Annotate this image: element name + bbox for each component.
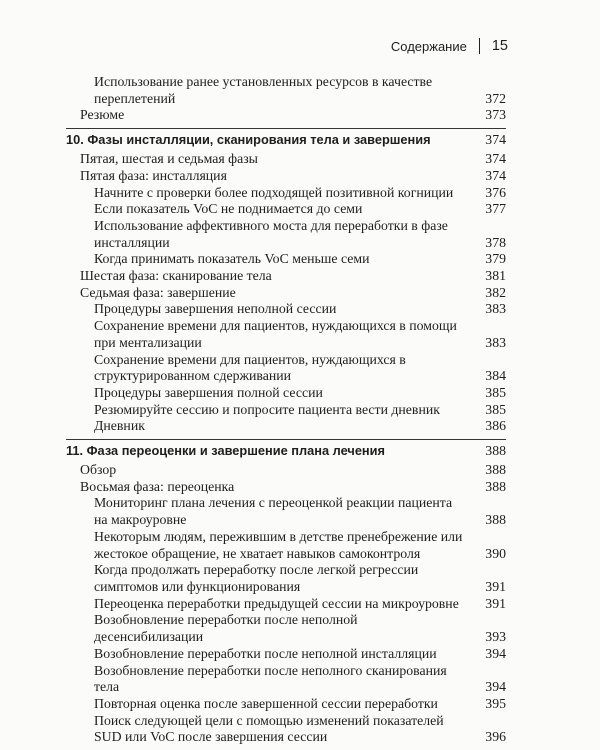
toc-entry-page: 388 (485, 462, 506, 478)
running-header (391, 38, 508, 54)
toc-entry-page: 388 (485, 443, 506, 459)
toc-entry-page: 377 (485, 201, 506, 217)
toc-entry (66, 318, 506, 351)
toc-entry-page: 384 (485, 368, 506, 384)
toc-entry (66, 285, 506, 302)
toc-entry (66, 562, 506, 595)
toc-entry-title: Резюме (80, 107, 125, 123)
toc-entry (66, 218, 506, 251)
toc-entry (66, 168, 506, 185)
page-number: 15 (491, 38, 508, 54)
header-divider (479, 38, 480, 54)
toc-entry-page: 383 (485, 334, 506, 350)
toc-entry-page: 396 (485, 729, 506, 745)
toc-entry (66, 402, 506, 419)
toc-entry (66, 462, 506, 479)
toc-entry-title: Сохранение времени для пациентов, нуждающихся в структурированном сдерживании (94, 351, 406, 384)
toc-entry-page: 378 (485, 234, 506, 250)
toc-entry-page: 386 (485, 418, 506, 434)
toc-entry-page: 385 (485, 384, 506, 400)
toc-entry (66, 107, 506, 124)
toc-entry-page: 379 (485, 251, 506, 267)
toc-entry-title: Шестая фаза: сканирование тела (80, 268, 272, 284)
table-of-contents (66, 74, 506, 746)
toc-entry (66, 201, 506, 218)
toc-entry-title: Использование аффективного моста для переработки в фазе инсталляции (94, 217, 448, 250)
toc-entry-title: Использование ранее установленных ресурсов в качестве переплетений (94, 74, 433, 106)
toc-entry-title: Процедуры завершения неполной сессии (94, 301, 337, 317)
toc-entry-title: Возобновление переработки после неполной инсталляции (94, 645, 437, 661)
toc-entry-title: Начните с проверки более подходящей позитивной когниции (94, 184, 454, 200)
toc-entry-title: 11. Фаза переоценки и завершение плана лечения (66, 443, 385, 459)
toc-entry-title: Переоценка переработки предыдущей сессии на микроуровне (94, 595, 459, 611)
toc-entry-page: 394 (485, 679, 506, 695)
toc-entry-title: Пятая фаза: инсталляция (80, 167, 227, 183)
toc-entry-page: 388 (485, 478, 506, 494)
toc-entry (66, 612, 506, 645)
toc-entry-title: Мониторинг плана лечения с переоценкой реакции пациента на макроуровне (94, 495, 453, 528)
toc-entry-title: Седьмая фаза: завершение (80, 284, 236, 300)
toc-entry-title: Процедуры завершения полной сессии (94, 384, 323, 400)
toc-entry (66, 418, 506, 435)
toc-entry-title: Поиск следующей цели с помощью изменений показателей SUD или VoC после завершения сессии (94, 712, 444, 745)
toc-entry (66, 529, 506, 562)
toc-entry-title: Пятая, шестая и седьмая фазы (80, 151, 258, 167)
toc-entry-page: 390 (485, 545, 506, 561)
toc-entry (66, 268, 506, 285)
toc-entry (66, 696, 506, 713)
toc-entry-page: 376 (485, 184, 506, 200)
toc-entry-title: 10. Фазы инсталляции, сканирования тела и завершения (66, 132, 431, 148)
toc-entry (66, 151, 506, 168)
toc-entry-page: 373 (485, 107, 506, 123)
running-header-title: Содержание (390, 38, 467, 54)
toc-entry-title: Некоторым людям, пережившим в детстве пренебрежение или жестокое обращение, не хватает навыков самоконтроля (94, 528, 463, 561)
toc-entry-title: Обзор (80, 462, 117, 478)
toc-entry (66, 385, 506, 402)
toc-entry (66, 495, 506, 528)
toc-entry-title: Возобновление переработки после неполного сканирования тела (94, 662, 447, 695)
toc-chapter-heading (66, 439, 506, 462)
toc-entry-title: Когда продолжать переработку после легкой регрессии симптомов или функционирования (94, 562, 419, 594)
toc-entry-page: 374 (485, 167, 506, 183)
toc-entry-title: Восьмая фаза: переоценка (80, 478, 235, 494)
toc-entry (66, 479, 506, 496)
toc-entry-page: 385 (485, 401, 506, 417)
toc-entry-page: 372 (485, 90, 506, 106)
toc-entry (66, 185, 506, 202)
toc-entry-page: 395 (485, 695, 506, 711)
toc-entry-title: Сохранение времени для пациентов, нуждающихся в помощи при ментализации (94, 318, 457, 350)
toc-entry (66, 301, 506, 318)
toc-entry (66, 352, 506, 385)
toc-entry-title: Когда принимать показатель VoC меньше семи (94, 251, 370, 267)
toc-entry-page: 374 (485, 151, 506, 167)
toc-entry (66, 646, 506, 663)
toc-entry-title: Дневник (94, 418, 145, 434)
toc-chapter-heading (66, 128, 506, 151)
toc-entry (66, 251, 506, 268)
toc-entry-page: 382 (485, 284, 506, 300)
toc-entry-page: 391 (485, 578, 506, 594)
toc-entry (66, 74, 506, 107)
toc-entry-page: 374 (485, 132, 506, 148)
toc-entry-page: 394 (485, 645, 506, 661)
toc-entry-page: 388 (485, 512, 506, 528)
toc-entry-title: Повторная оценка после завершенной сессии переработки (94, 695, 438, 711)
toc-entry (66, 663, 506, 696)
toc-entry-page: 393 (485, 629, 506, 645)
toc-entry-page: 391 (485, 595, 506, 611)
toc-entry-page: 381 (485, 268, 506, 284)
toc-entry-title: Резюмируйте сессию и попросите пациента вести дневник (94, 401, 440, 417)
toc-entry-page: 383 (485, 301, 506, 317)
toc-entry (66, 596, 506, 613)
toc-entry (66, 713, 506, 746)
toc-entry-title: Возобновление переработки после неполной десенсибилизации (94, 612, 358, 645)
toc-entry-title: Если показатель VoC не поднимается до семи (94, 201, 363, 217)
